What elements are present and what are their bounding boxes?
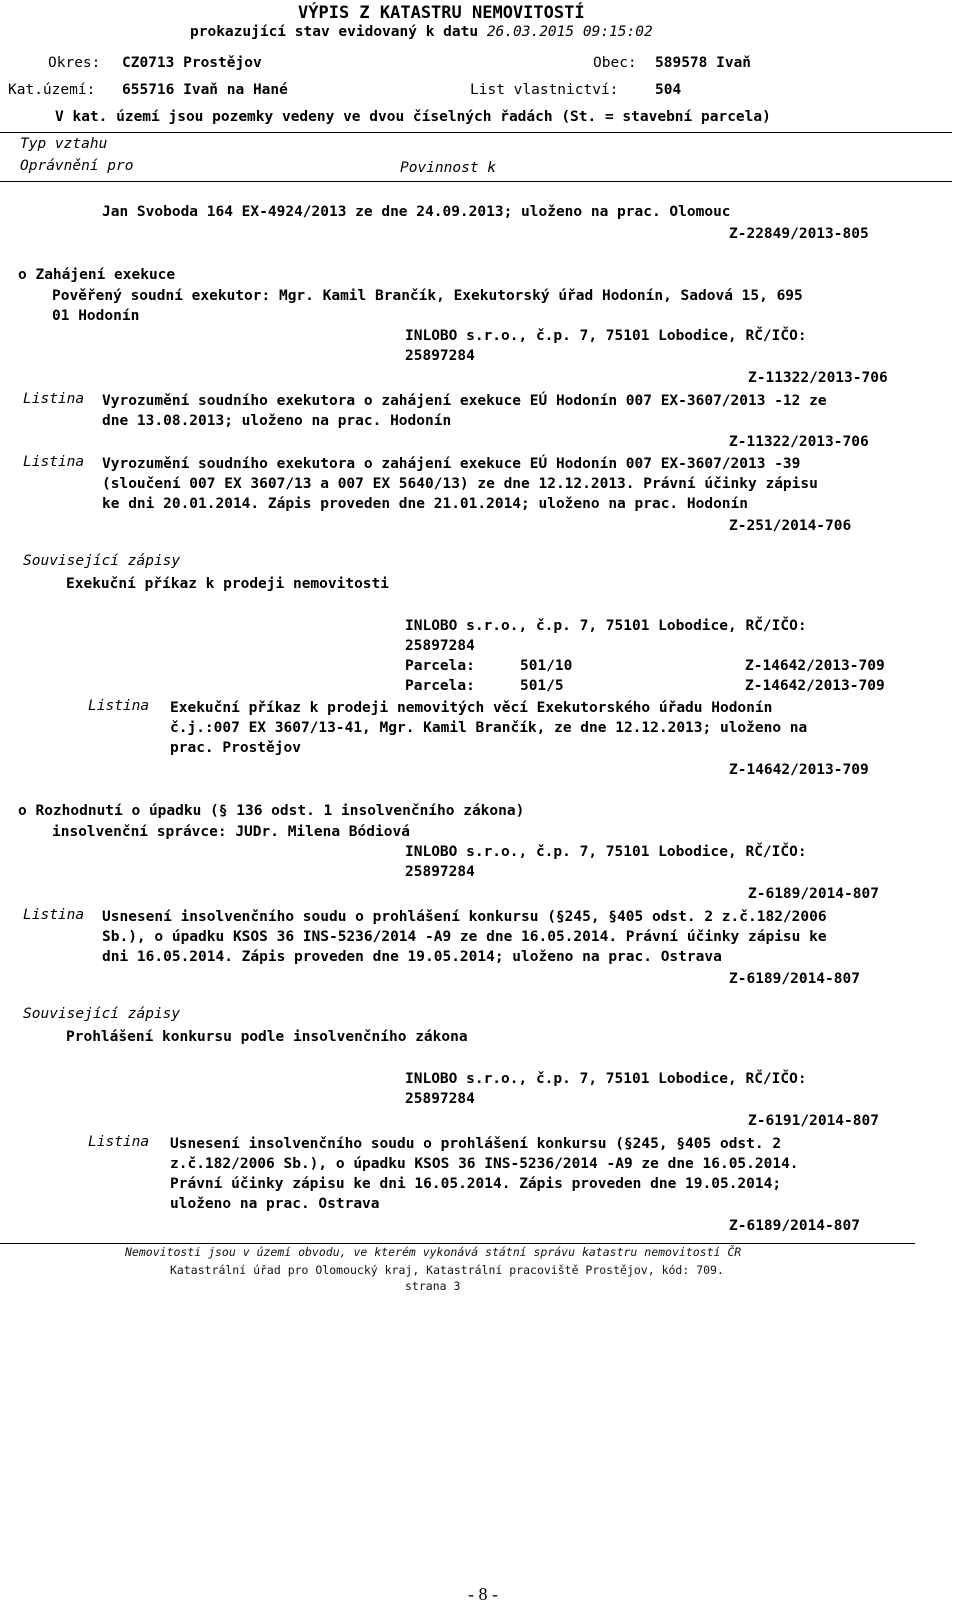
page-title: VÝPIS Z KATASTRU NEMOVITOSTÍ — [298, 3, 585, 23]
footer-line-2: Katastrální úřad pro Olomoucký kraj, Katastrální pracoviště Prostějov, kód: 709. — [170, 1263, 724, 1277]
listina-text: ke dni 20.01.2014. Zápis proveden dne 21.01.2014; uloženo na prac. Hodonín — [102, 496, 749, 512]
party-line-1: INLOBO s.r.o., č.p. 7, 75101 Lobodice, RČ/IČO: — [405, 1071, 807, 1087]
header-divider — [0, 132, 952, 133]
listina-text: č.j.:007 EX 3607/13-41, Mgr. Kamil Brančík, ze dne 12.12.2013; uloženo na — [170, 720, 808, 736]
list-value: 504 — [655, 82, 682, 98]
souvisejici-zapisy-label: Související zápisy — [23, 1006, 181, 1022]
page-subtitle — [190, 24, 653, 40]
ref-number: Z-11322/2013-706 — [748, 370, 888, 386]
party-line-1: INLOBO s.r.o., č.p. 7, 75101 Lobodice, RČ/IČO: — [405, 844, 807, 860]
listina-label: Listina — [88, 1134, 150, 1150]
obec-value: 589578 Ivaň — [655, 55, 752, 71]
column-opravneni-pro: Oprávnění pro — [20, 158, 134, 174]
subtitle-date: 26.03.2015 09:15:02 — [486, 24, 653, 40]
ref-number: Z-11322/2013-706 — [729, 434, 869, 450]
page-number: - 8 - — [468, 1584, 498, 1604]
insolvency-administrator: insolvenční správce: JUDr. Milena Bódiová — [52, 824, 410, 840]
listina-text: Vyrozumění soudního exekutora o zahájení exekuce EÚ Hodonín 007 EX-3607/2013 -12 ze — [102, 393, 827, 409]
listina-text: Právní účinky zápisu ke dni 16.05.2014. Zápis proveden dne 19.05.2014; — [170, 1176, 782, 1192]
ref-number: Z-6189/2014-807 — [748, 886, 879, 902]
listina-text: z.č.182/2006 Sb.), o úpadku KSOS 36 INS-5236/2014 -A9 ze dne 16.05.2014. — [170, 1156, 799, 1172]
party-line-2: 25897284 — [405, 348, 475, 364]
entry-title-upadek: o Rozhodnutí o úpadku (§ 136 odst. 1 insolvenčního zákona) — [18, 803, 525, 819]
parcela-label: Parcela: — [405, 658, 475, 674]
footer-divider — [0, 1243, 915, 1244]
footer-page-label: strana 3 — [405, 1279, 461, 1293]
listina-text: prac. Prostějov — [170, 740, 301, 756]
ref-number: Z-14642/2013-709 — [729, 762, 869, 778]
obec-label: Obec: — [593, 55, 637, 71]
columns-divider — [0, 181, 952, 182]
listina-text: Exekuční příkaz k prodeji nemovitých věcí Exekutorského úřadu Hodonín — [170, 700, 773, 716]
party-line-1: INLOBO s.r.o., č.p. 7, 75101 Lobodice, RČ/IČO: — [405, 328, 807, 344]
entry-title-exekuce: o Zahájení exekuce — [18, 267, 176, 283]
related-entry-title: Exekuční příkaz k prodeji nemovitosti — [66, 576, 390, 592]
listina-text: Usnesení insolvenčního soudu o prohlášení konkursu (§245, §405 odst. 2 z.č.182/2006 — [102, 909, 827, 925]
parcela-number: 501/10 — [520, 658, 573, 674]
party-line-2: 25897284 — [405, 638, 475, 654]
footer-line-1: Nemovitosti jsou v území obvodu, ve kterém vykonává státní správu katastru nemovitostí ČR — [125, 1245, 742, 1259]
ref-number: Z-6191/2014-807 — [748, 1113, 879, 1129]
subtitle-prefix: prokazující stav evidovaný k datu — [190, 24, 479, 40]
listina-text: Vyrozumění soudního exekutora o zahájení exekuce EÚ Hodonín 007 EX-3607/2013 -39 — [102, 456, 801, 472]
listina-text: Usnesení insolvenčního soudu o prohlášení konkursu (§245, §405 odst. 2 — [170, 1136, 782, 1152]
parcela-label: Parcela: — [405, 678, 475, 694]
listina-text: (sloučení 007 EX 3607/13 a 007 EX 5640/13) ze dne 12.12.2013. Právní účinky zápisu — [102, 476, 818, 492]
okres-value: CZ0713 Prostějov — [122, 55, 262, 71]
parcela-ref: Z-14642/2013-709 — [745, 678, 885, 694]
party-line-1: INLOBO s.r.o., č.p. 7, 75101 Lobodice, RČ/IČO: — [405, 618, 807, 634]
ref-number: Z-6189/2014-807 — [729, 971, 860, 987]
party-line-2: 25897284 — [405, 864, 475, 880]
listina-text: Sb.), o úpadku KSOS 36 INS-5236/2014 -A9 ze dne 16.05.2014. Právní účinky zápisu ke — [102, 929, 827, 945]
parcela-ref: Z-14642/2013-709 — [745, 658, 885, 674]
parcela-number: 501/5 — [520, 678, 564, 694]
katuzemi-label: Kat.území: — [8, 82, 96, 98]
top-line: Jan Svoboda 164 EX-4924/2013 ze dne 24.09.2013; uloženo na prac. Olomouc — [102, 204, 731, 220]
listina-label: Listina — [23, 907, 85, 923]
related-entry-title: Prohlášení konkursu podle insolvenčního zákona — [66, 1029, 468, 1045]
header-note: V kat. území jsou pozemky vedeny ve dvou číselných řadách (St. = stavební parcela) — [55, 109, 771, 125]
listina-label: Listina — [23, 454, 85, 470]
ref-number: Z-251/2014-706 — [729, 518, 852, 534]
listina-text: dni 16.05.2014. Zápis proveden dne 19.05.2014; uloženo na prac. Ostrava — [102, 949, 722, 965]
column-povinnost-k: Povinnost k — [400, 160, 497, 176]
executor-line-1: Pověřený soudní exekutor: Mgr. Kamil Brančík, Exekutorský úřad Hodonín, Sadová 15, 695 — [52, 288, 803, 304]
party-line-2: 25897284 — [405, 1091, 475, 1107]
listina-label: Listina — [23, 391, 85, 407]
top-ref: Z-22849/2013-805 — [729, 226, 869, 242]
souvisejici-zapisy-label: Související zápisy — [23, 553, 181, 569]
list-label: List vlastnictví: — [470, 82, 619, 98]
executor-line-2: 01 Hodonín — [52, 308, 140, 324]
listina-text: dne 13.08.2013; uloženo na prac. Hodonín — [102, 413, 452, 429]
listina-label: Listina — [88, 698, 150, 714]
column-typ-vztahu: Typ vztahu — [20, 136, 108, 152]
ref-number: Z-6189/2014-807 — [729, 1218, 860, 1234]
katuzemi-value: 655716 Ivaň na Hané — [122, 82, 288, 98]
listina-text: uloženo na prac. Ostrava — [170, 1196, 380, 1212]
okres-label: Okres: — [48, 55, 101, 71]
